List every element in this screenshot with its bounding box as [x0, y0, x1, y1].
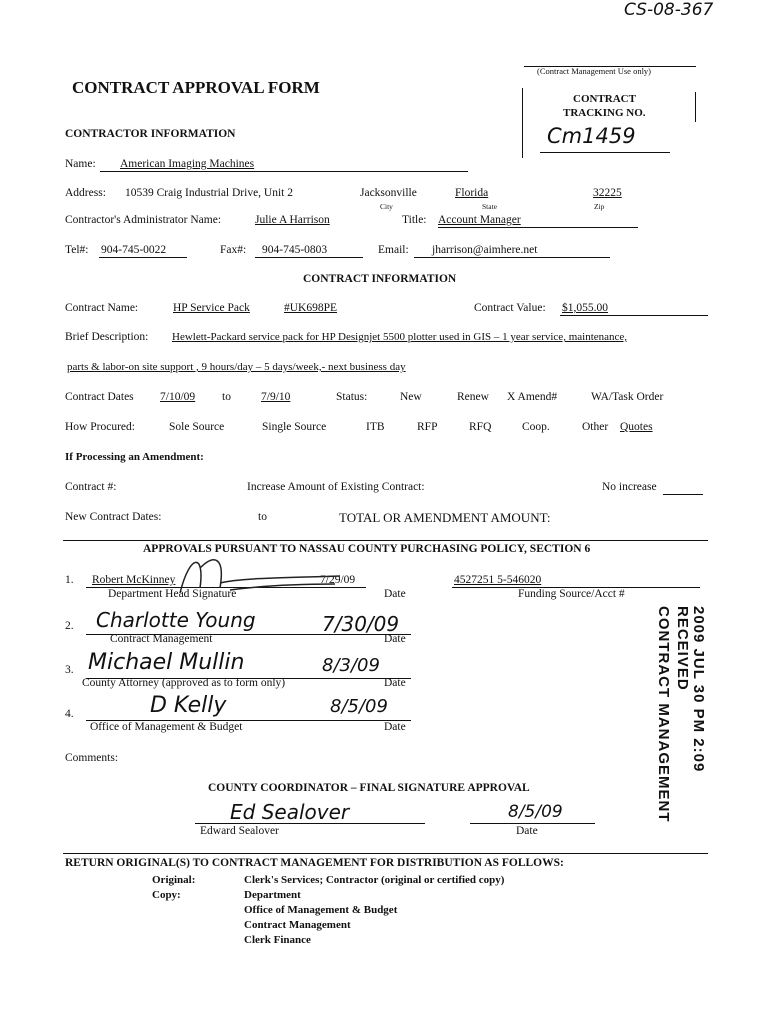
- to-label: to: [222, 391, 231, 403]
- coordinator-signature: Ed Sealover: [230, 800, 350, 824]
- status-renew: Renew: [457, 391, 489, 403]
- tracking-box-border: [522, 88, 523, 158]
- date-from: 7/10/09: [160, 391, 196, 403]
- how-sole: Sole Source: [169, 421, 225, 433]
- city-label: City: [380, 202, 393, 211]
- contract-name-label: Contract Name:: [65, 302, 139, 314]
- approval-4-name: D Kelly: [150, 693, 227, 718]
- title-value: Account Manager: [438, 214, 521, 226]
- coordinator-date-label: Date: [516, 825, 538, 837]
- approval-1-name: Robert McKinney: [92, 574, 176, 586]
- contract-info-heading: CONTRACT INFORMATION: [303, 273, 457, 285]
- stamp-date: 2009 JUL 30 PM 2:09: [690, 606, 707, 773]
- zip-label: Zip: [594, 202, 605, 211]
- comments-label: Comments:: [65, 752, 119, 764]
- signature-1: [170, 548, 350, 603]
- approval-1-funding-label: Funding Source/Acct #: [518, 588, 625, 600]
- approval-3-num: 3.: [65, 664, 74, 676]
- contract-name-value: HP Service Pack: [173, 302, 250, 314]
- coordinator-date: 8/5/09: [508, 802, 563, 822]
- how-rfp: RFP: [417, 421, 438, 433]
- tracking-box-border-right: [695, 92, 696, 122]
- contract-code: #UK698PE: [284, 302, 338, 314]
- status-label: Status:: [336, 391, 368, 403]
- new-dates-label: New Contract Dates:: [65, 511, 162, 523]
- how-other: Other: [582, 421, 609, 433]
- email-label: Email:: [378, 244, 409, 256]
- approval-2-date: 7/30/09: [322, 612, 400, 636]
- coordinator-name: Edward Sealover: [200, 825, 279, 837]
- approval-3-role: County Attorney (approved as to form only): [82, 677, 286, 689]
- dates-label: Contract Dates: [65, 391, 134, 403]
- tracking-label-1: CONTRACT: [573, 93, 636, 105]
- name-label: Name:: [65, 158, 96, 170]
- fax-value: 904-745-0803: [262, 244, 328, 256]
- copy-value-2: Office of Management & Budget: [244, 904, 398, 916]
- how-coop: Coop.: [522, 421, 550, 433]
- address-value: 10539 Craig Industrial Drive, Unit 2: [125, 187, 294, 199]
- approval-2-date-label: Date: [384, 633, 406, 645]
- contractor-heading: CONTRACTOR INFORMATION: [65, 128, 236, 140]
- copy-value-4: Clerk Finance: [244, 934, 311, 946]
- brief-value-1: Hewlett-Packard service pack for HP Designjet 5500 plotter used in GIS – 1 year service, maintenance,: [172, 331, 628, 343]
- received-stamp: [655, 606, 706, 822]
- contract-no-label: Contract #:: [65, 481, 117, 493]
- city-value: Jacksonville: [360, 187, 417, 199]
- approval-4-date-label: Date: [384, 721, 406, 733]
- tel-value: 904-745-0022: [101, 244, 167, 256]
- approval-3-date-label: Date: [384, 677, 406, 689]
- original-value: Clerk's Services; Contractor (original or certified copy): [244, 874, 505, 886]
- approval-1-num: 1.: [65, 574, 74, 586]
- tel-label: Tel#:: [65, 244, 89, 256]
- contract-value-label: Contract Value:: [474, 302, 546, 314]
- brief-label: Brief Description:: [65, 331, 149, 343]
- status-wa: WA/Task Order: [591, 391, 664, 403]
- approvals-heading: APPROVALS PURSUANT TO NASSAU COUNTY PURCHASING POLICY, SECTION 6: [143, 543, 591, 555]
- copy-value-1: Department: [244, 889, 301, 901]
- tracking-label-2: TRACKING NO.: [563, 107, 646, 119]
- approval-3-date: 8/3/09: [322, 655, 380, 676]
- zip-value: 32225: [593, 187, 622, 199]
- how-itb: ITB: [366, 421, 385, 433]
- coordinator-heading: COUNTY COORDINATOR – FINAL SIGNATURE APPROVAL: [208, 782, 530, 794]
- how-label: How Procured:: [65, 421, 135, 433]
- approval-1-role: Department Head Signature: [108, 588, 237, 600]
- copy-value-3: Contract Management: [244, 919, 351, 931]
- name-value: American Imaging Machines: [120, 158, 255, 170]
- how-rfq: RFQ: [469, 421, 492, 433]
- how-single: Single Source: [262, 421, 327, 433]
- stamp-contract-mgmt: CONTRACT MANAGEMENT: [655, 606, 672, 823]
- stamp-received: RECEIVED: [674, 606, 691, 691]
- address-label: Address:: [65, 187, 106, 199]
- approval-4-role: Office of Management & Budget: [90, 721, 243, 733]
- approval-2-role: Contract Management: [110, 633, 213, 645]
- state-value: Florida: [455, 187, 489, 199]
- brief-value-2: parts & labor-on site support , 9 hours/day – 5 days/week,- next business day: [67, 361, 406, 373]
- date-to: 7/9/10: [261, 391, 291, 403]
- return-heading: RETURN ORIGINAL(S) TO CONTRACT MANAGEMENT FOR DISTRIBUTION AS FOLLOWS:: [65, 857, 564, 869]
- form-title: CONTRACT APPROVAL FORM: [72, 78, 320, 97]
- cm-use-label: (Contract Management Use only): [537, 66, 652, 76]
- email-value: jharrison@aimhere.net: [432, 244, 538, 256]
- how-quotes: Quotes: [620, 421, 653, 433]
- increase-label: Increase Amount of Existing Contract:: [247, 481, 425, 493]
- title-label: Title:: [402, 214, 427, 226]
- status-amend: X Amend#: [507, 391, 558, 403]
- admin-value: Julie A Harrison: [255, 214, 330, 226]
- copy-label: Copy:: [152, 889, 181, 901]
- approval-1-funding: 4527251 5-546020: [454, 574, 542, 586]
- state-label: State: [482, 202, 497, 211]
- approval-1-date: 7/29/09: [320, 574, 356, 586]
- new-to-label: to: [258, 511, 267, 523]
- admin-label: Contractor's Administrator Name:: [65, 214, 222, 226]
- approval-2-num: 2.: [65, 620, 74, 632]
- approval-4-num: 4.: [65, 708, 74, 720]
- tracking-number: Cm1459: [547, 124, 636, 148]
- status-new: New: [400, 391, 422, 403]
- contract-value: $1,055.00: [562, 302, 608, 314]
- approval-1-date-label: Date: [384, 588, 406, 600]
- total-label: TOTAL OR AMENDMENT AMOUNT:: [339, 510, 551, 525]
- amend-heading: If Processing an Amendment:: [65, 451, 204, 463]
- handwritten-reference: CS-08-367: [624, 0, 714, 20]
- approval-4-date: 8/5/09: [330, 696, 388, 717]
- fax-label: Fax#:: [220, 244, 247, 256]
- original-label: Original:: [152, 874, 196, 886]
- no-increase-label: No increase: [602, 481, 657, 493]
- approval-2-name: Charlotte Young: [96, 608, 256, 632]
- approval-3-name: Michael Mullin: [88, 650, 245, 675]
